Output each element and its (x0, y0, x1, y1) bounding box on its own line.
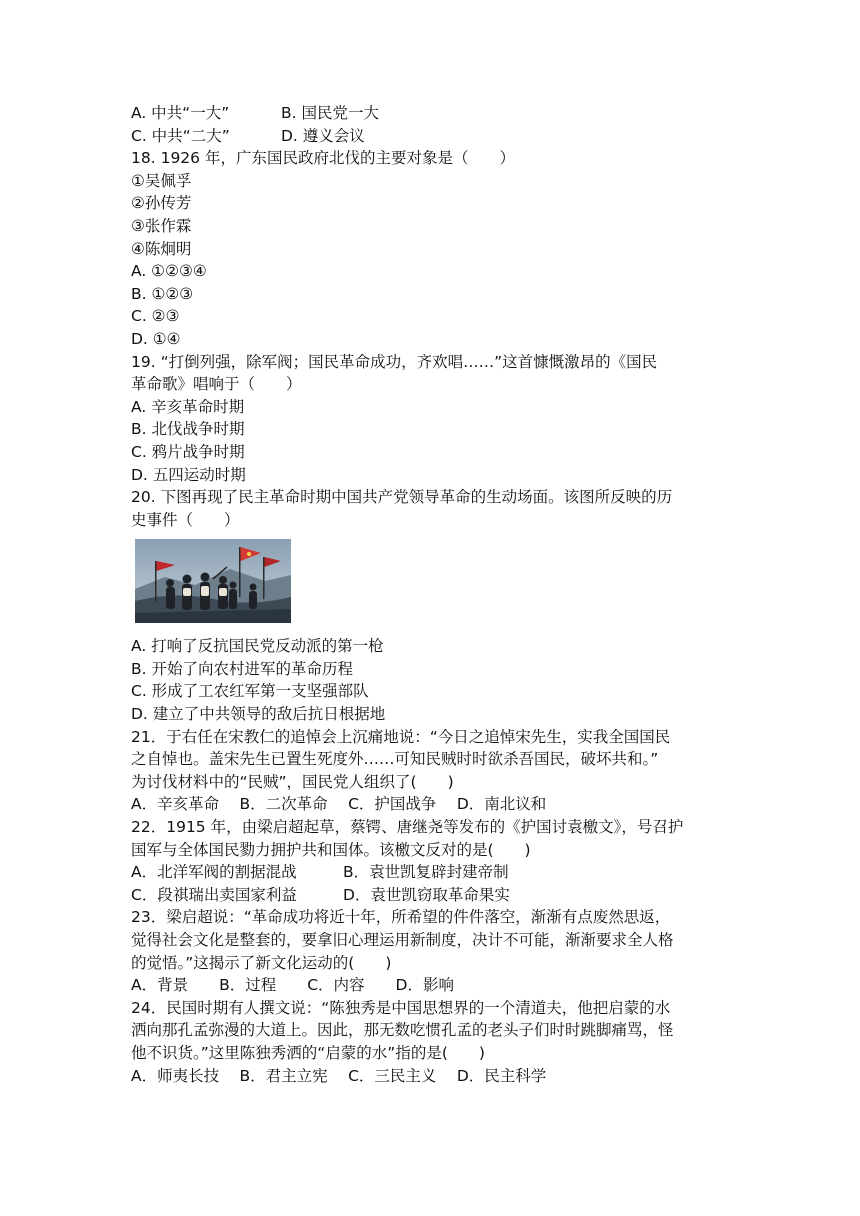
q17-options-row2 (131, 125, 741, 148)
q19-option-c: C. 鸦片战争时期 (131, 442, 245, 461)
q24-stem-line3: 他不识货。”这里陈独秀洒的“启蒙的水”指的是( ) (131, 1043, 485, 1062)
q22-stem-line1: 22．1915 年，由梁启超起草，蔡锷、唐继尧等发布的《护国讨袁檄文》，号召护 (131, 818, 684, 837)
q18-option-d: D. ①④ (131, 329, 181, 348)
q18-stem: 18. 1926 年，广东国民政府北伐的主要对象是（ ） (131, 149, 515, 168)
q20-option-d: D. 建立了中共领导的敌后抗日根据地 (131, 705, 386, 724)
q19-option-d: D. 五四运动时期 (131, 465, 246, 484)
q17-option-d: D. 遵义会议 (281, 126, 365, 145)
questions-content (131, 102, 741, 1087)
q20-historical-painting (135, 539, 291, 623)
q22-option-b: B．袁世凯复辟封建帝制 (343, 863, 509, 882)
q20-option-c: C. 形成了工农红军第一支坚强部队 (131, 682, 369, 701)
q17-option-a: A. 中共“一大” (131, 104, 230, 122)
q20-option-b: B. 开始了向农村进军的革命历程 (131, 659, 353, 678)
q23-stem-line3: 的觉悟。”这揭示了新文化运动的( ) (131, 953, 392, 972)
q19-stem-line2: 革命歌》唱响于（ ） (131, 375, 302, 394)
q18-item: ②孙传芳 (131, 194, 192, 213)
q19-option-b: B. 北伐战争时期 (131, 420, 245, 439)
q24-options: A．师夷长技 B．君主立宪 C．三民主义 D．民主科学 (131, 1066, 547, 1085)
q17-options-row1 (131, 102, 741, 125)
q18-option-c: C. ②③ (131, 307, 180, 326)
q22-options-row2 (131, 884, 741, 907)
q22-option-a: A．北洋军阀的割据混战 (131, 863, 297, 882)
q17-option-c: C. 中共“二大” (131, 126, 230, 145)
q18-option-b: B. ①②③ (131, 284, 194, 303)
q24-stem-line2: 洒向那孔孟弥漫的大道上。因此，那无数吃惯孔孟的老头子们时时跳脚痛骂，怪 (131, 1021, 674, 1040)
q23-stem-line1: 23．梁启超说：“革命成功将近十年，所希望的件件落空，渐渐有点废然思返， (131, 908, 671, 927)
q18-option-a: A. ①②③④ (131, 262, 207, 281)
q20-stem-line1: 20. 下图再现了民主革命时期中国共产党领导革命的生动场面。该图所反映的历 (131, 488, 673, 507)
q21-stem-line3: 为讨伐材料中的“民贼”，国民党人组织了( ) (131, 772, 454, 791)
q22-options-row1 (131, 861, 741, 884)
q23-stem-line2: 觉得社会文化是整套的，要拿旧心理运用新制度，决计不可能，渐渐要求全人格 (131, 931, 674, 949)
q20-option-a: A. 打响了反抗国民党反动派的第一枪 (131, 637, 384, 656)
q18-item: ①吴佩孚 (131, 171, 192, 190)
q19-stem-line1: 19. “打倒列强，除军阀；国民革命成功，齐欢唱……”这首慷慨激昂的《国民 (131, 352, 658, 371)
painting-image (135, 539, 291, 623)
q21-options: A．辛亥革命 B．二次革命 C．护国战争 D．南北议和 (131, 795, 547, 814)
q22-option-d: D．袁世凯窃取革命果实 (343, 885, 510, 904)
q20-stem-line2: 史事件（ ） (131, 510, 240, 529)
q17-option-b: B. 国民党一大 (281, 104, 379, 122)
q24-stem-line1: 24．民国时期有人撰文说：“陈独秀是中国思想界的一个清道夫，他把启蒙的水 (131, 998, 671, 1017)
q22-option-c: C．段祺瑞出卖国家利益 (131, 885, 297, 904)
q19-option-a: A. 辛亥革命时期 (131, 397, 245, 416)
q21-stem-line2: 之自悼也。盖宋先生已置生死度外……可知民贼时时欲杀吾国民，破坏共和。” (131, 750, 659, 769)
q23-options: A．背景 B．过程 C．内容 D．影响 (131, 976, 454, 995)
q18-item: ④陈炯明 (131, 239, 192, 258)
q22-stem-line2: 国军与全体国民勠力拥护共和国体。该檄文反对的是( ) (131, 840, 531, 859)
q21-stem-line1: 21．于右任在宋教仁的追悼会上沉痛地说：“今日之追悼宋先生，实我全国国民 (131, 727, 671, 746)
q18-item: ③张作霖 (131, 216, 192, 235)
